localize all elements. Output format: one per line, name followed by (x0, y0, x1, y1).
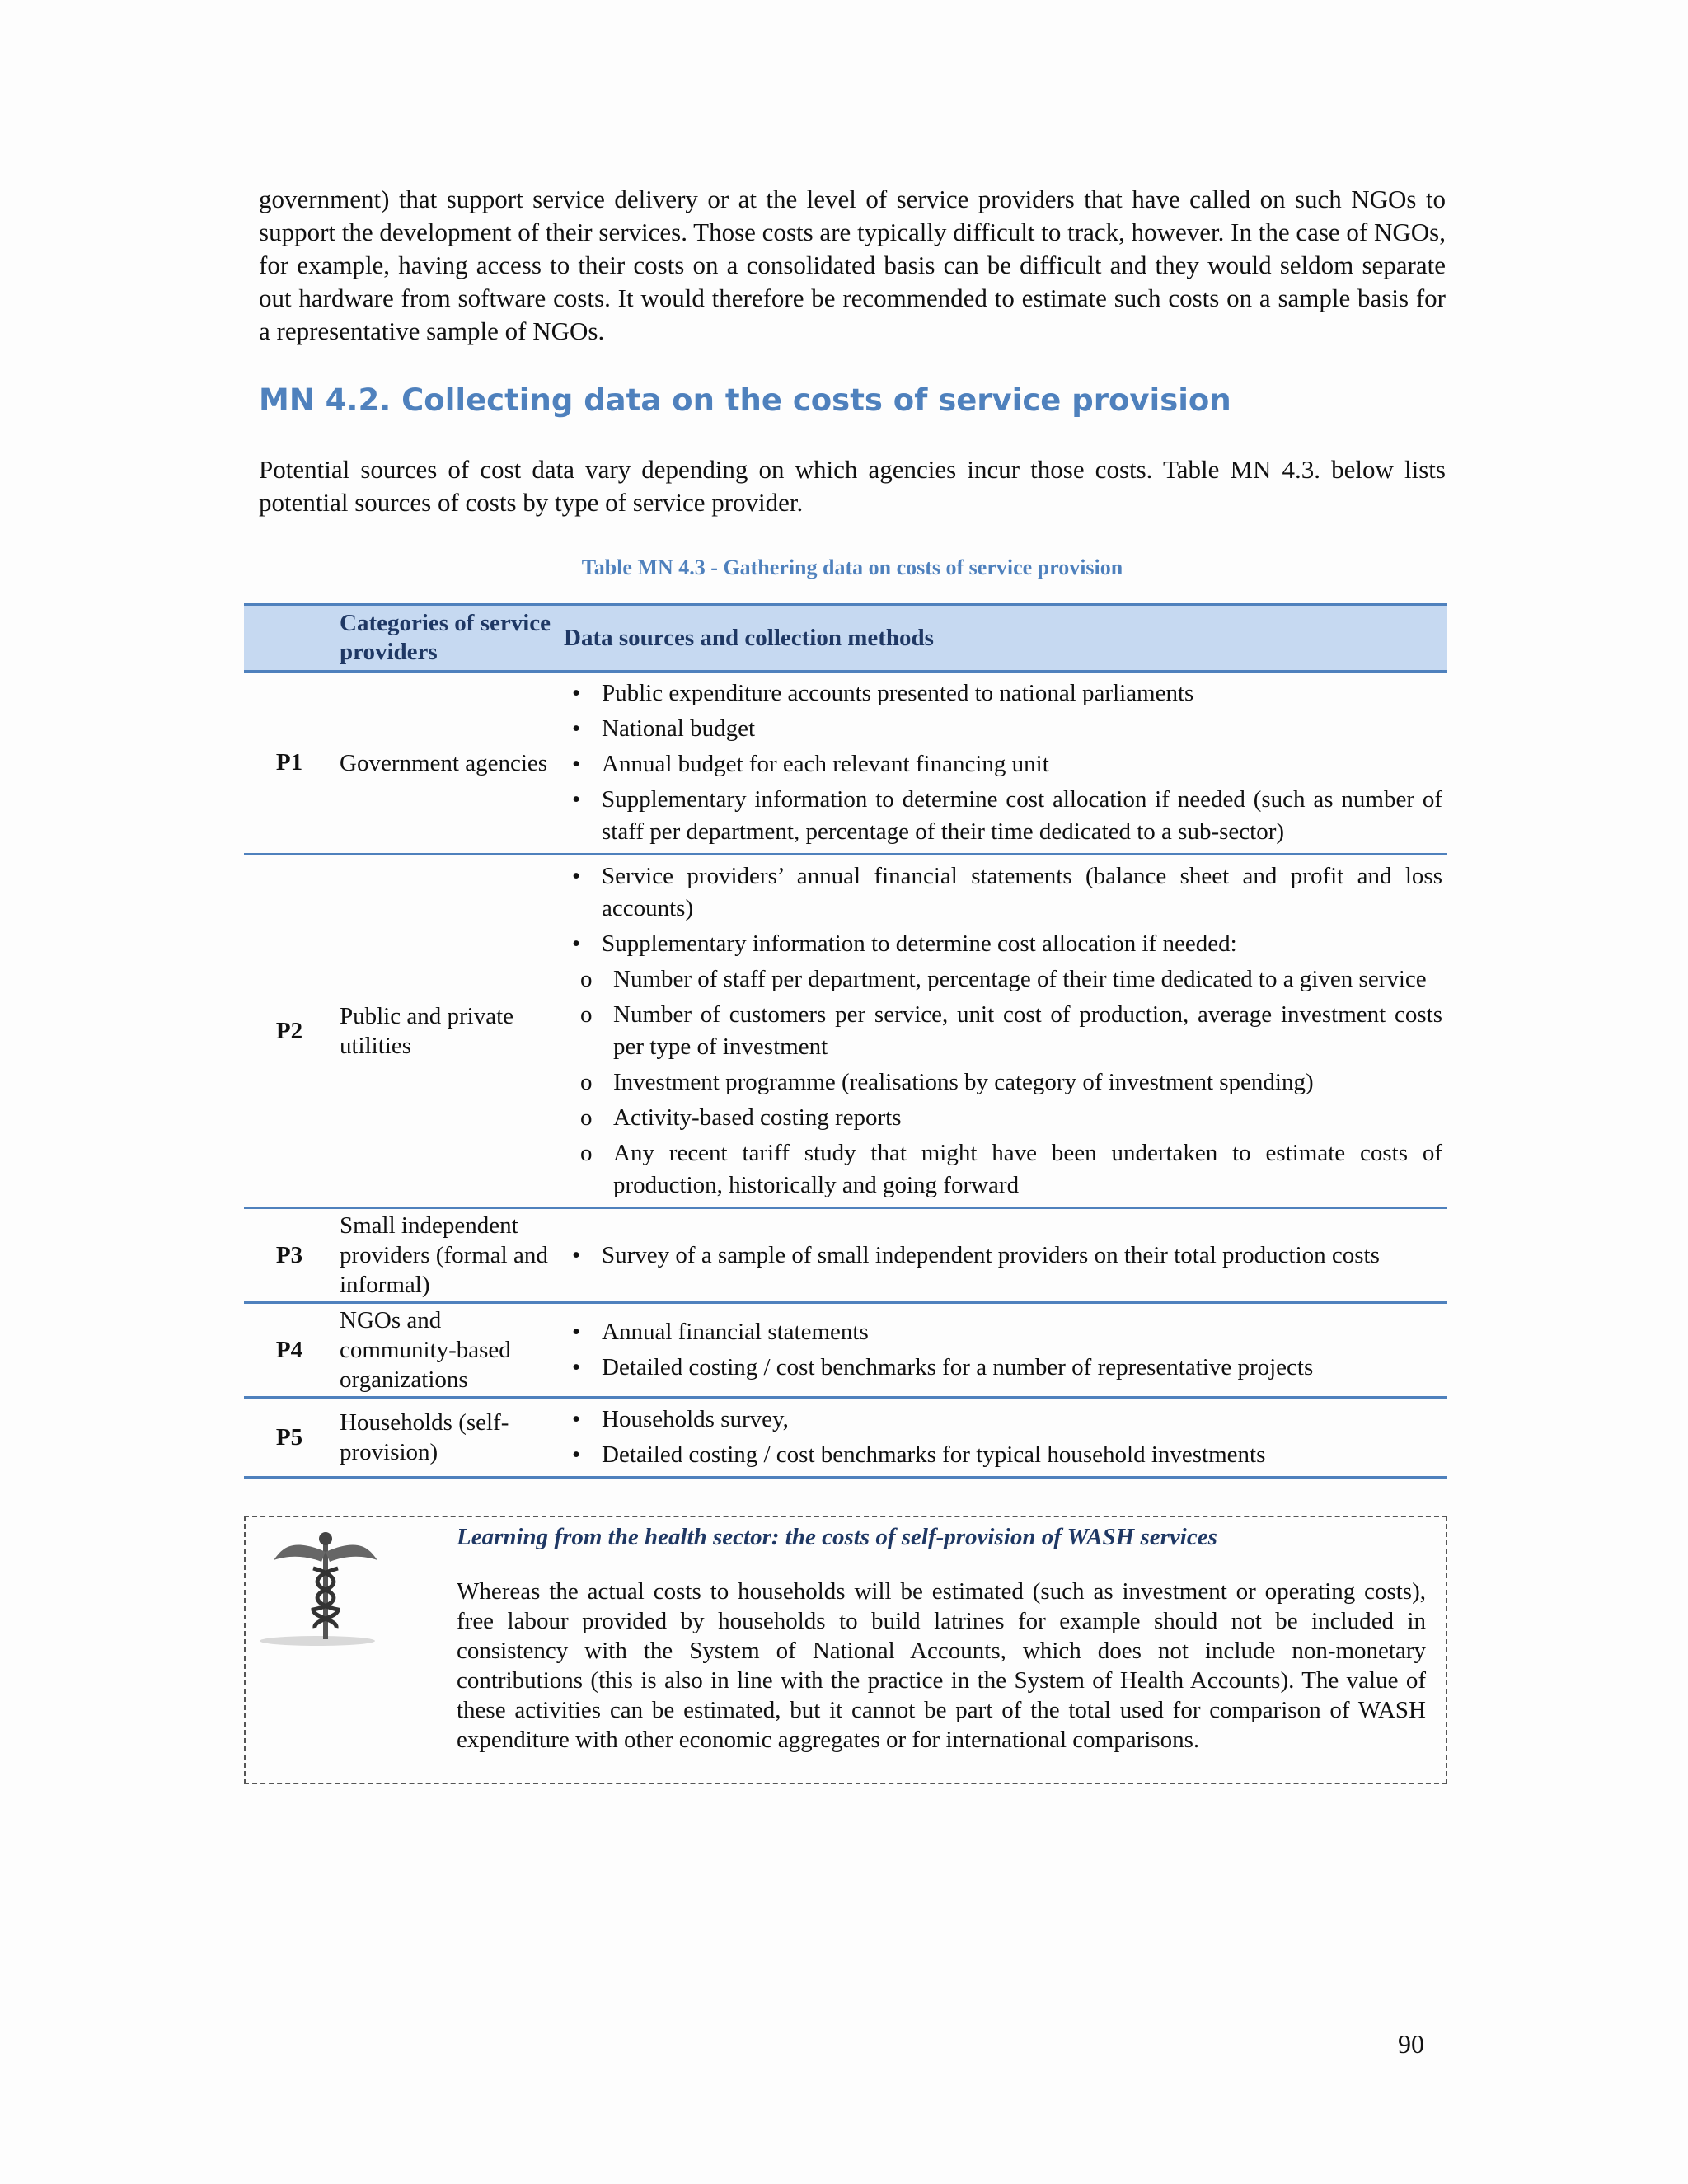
list-item-text: Annual financial statements (602, 1319, 869, 1345)
provider-category: Small independent providers (formal and informal) (335, 1208, 559, 1303)
bullet-icon: • (572, 863, 581, 889)
list-item (564, 963, 1442, 996)
bullet-icon: • (572, 1319, 581, 1345)
cost-sources-table (244, 603, 1447, 1479)
bullet-icon: • (572, 1354, 581, 1380)
table-header-sources: Data sources and collection methods (559, 605, 1447, 672)
list-item (564, 1404, 1442, 1436)
list-item-text: Detailed costing / cost benchmarks for typical household investments (602, 1441, 1266, 1468)
bullet-icon: • (572, 680, 581, 706)
list-item (564, 1240, 1442, 1272)
provider-id: P2 (244, 855, 335, 1208)
list-item-text: Annual budget for each relevant financing unit (602, 751, 1049, 777)
circle-bullet-icon: o (580, 1104, 593, 1131)
list-item-text: Supplementary information to determine cost allocation if needed (such as number of staff per department, percentage of their time dedicated to a sub-sector) (602, 786, 1442, 845)
data-sources-list (564, 1404, 1442, 1471)
provider-category: Government agencies (335, 672, 559, 855)
list-item-text: Detailed costing / cost benchmarks for a number of representative projects (602, 1354, 1314, 1380)
callout-title: Learning from the health sector: the costs of self-provision of WASH services (457, 1524, 1217, 1550)
list-item-text: Any recent tariff study that might have been undertaken to estimate costs of production, historically and going forward (613, 1140, 1442, 1198)
provider-id: P3 (244, 1208, 335, 1303)
list-item-text: Supplementary information to determine cost allocation if needed: (602, 930, 1237, 957)
provider-id: P1 (244, 672, 335, 855)
provider-category: Households (self-provision) (335, 1398, 559, 1479)
list-item-text: Number of staff per department, percentage of their time dedicated to a given service (613, 966, 1427, 992)
caduceus-icon (256, 1527, 396, 1651)
table-row (244, 672, 1447, 855)
page-content (259, 183, 1446, 1784)
list-item-text: Survey of a sample of small independent providers on their total production costs (602, 1241, 1380, 1268)
list-item-text: Households survey, (602, 1406, 789, 1432)
list-item-text: National budget (602, 715, 756, 742)
data-sources-cell (559, 672, 1447, 855)
bullet-icon: • (572, 930, 581, 957)
list-item (564, 1066, 1442, 1099)
data-sources-cell (559, 1303, 1447, 1398)
table-row (244, 1398, 1447, 1479)
table-row (244, 1208, 1447, 1303)
list-item-text: Public expenditure accounts presented to national parliaments (602, 680, 1194, 706)
table-row (244, 1303, 1447, 1398)
section-heading: MN 4.2. Collecting data on the costs of service provision (259, 382, 1231, 418)
table-body (244, 672, 1447, 1479)
provider-category: NGOs and community-based organizations (335, 1303, 559, 1398)
table-header-id (244, 605, 335, 672)
bullet-icon: • (572, 1441, 581, 1468)
provider-id: P5 (244, 1398, 335, 1479)
callout-body: Whereas the actual costs to households will be estimated (such as investment or operating costs), free labour provided by households to build latrines for example should not be included in consistency with the System of National Accounts, which does not include non-monetary contributions (this is also in line with the practice in the System of Health Accounts). The value of these activities can be estimated, but it cannot be part of the total used for comparison of WASH expenditure with other economic aggregates or for international comparisons. (457, 1578, 1426, 1753)
data-sources-list (564, 860, 1442, 1202)
data-sources-cell (559, 1398, 1447, 1479)
list-item (564, 784, 1442, 848)
table-header-category: Categories of service providers (335, 605, 559, 672)
list-item (564, 999, 1442, 1063)
data-sources-cell (559, 1208, 1447, 1303)
list-item (564, 1316, 1442, 1348)
list-item (564, 1439, 1442, 1471)
list-item (564, 677, 1442, 710)
list-item (564, 928, 1442, 960)
circle-bullet-icon: o (580, 1069, 593, 1095)
bullet-icon: • (572, 786, 581, 813)
table-header-row (244, 605, 1447, 672)
bullet-icon: • (572, 715, 581, 742)
data-sources-cell (559, 855, 1447, 1208)
bullet-icon: • (572, 1241, 581, 1268)
list-item-text: Service providers’ annual financial statements (balance sheet and profit and loss accounts) (602, 863, 1442, 921)
list-item-text: Activity-based costing reports (613, 1104, 902, 1131)
data-sources-list (564, 1240, 1442, 1272)
list-item (564, 860, 1442, 925)
bullet-icon: • (572, 751, 581, 777)
provider-id: P4 (244, 1303, 335, 1398)
bullet-icon: • (572, 1406, 581, 1432)
health-sector-callout (244, 1516, 1447, 1784)
list-item-text: Number of customers per service, unit cost of production, average investment costs per type of investment (613, 1001, 1442, 1060)
table-row (244, 855, 1447, 1208)
callout-text (457, 1522, 1426, 1755)
list-item (564, 748, 1442, 780)
provider-category: Public and private utilities (335, 855, 559, 1208)
list-item-text: Investment programme (realisations by category of investment spending) (613, 1069, 1314, 1095)
circle-bullet-icon: o (580, 1140, 593, 1166)
circle-bullet-icon: o (580, 966, 593, 992)
list-item (564, 1352, 1442, 1384)
list-item (564, 1137, 1442, 1202)
table-caption: Table MN 4.3 - Gathering data on costs of service provision (581, 555, 1123, 579)
data-sources-list (564, 1316, 1442, 1384)
intro-paragraph: government) that support service delivery or at the level of service providers that have called on such NGOs to support the development of their services. Those costs are typically difficult to track, however. In the case of NGOs, for example, having access to their costs on a consolidated basis can be difficult and they would seldom separate out hardware from software costs. It would therefore be recommended to estimate such costs on a sample basis for a representative sample of NGOs. (259, 185, 1446, 345)
circle-bullet-icon: o (580, 1001, 593, 1028)
page-number: 90 (1398, 2029, 1424, 2059)
section-paragraph: Potential sources of cost data vary depending on which agencies incur those costs. Table MN 4.3. below lists potential sources of costs by type of service provider. (259, 455, 1446, 517)
data-sources-list (564, 677, 1442, 848)
list-item (564, 1102, 1442, 1134)
list-item (564, 713, 1442, 745)
